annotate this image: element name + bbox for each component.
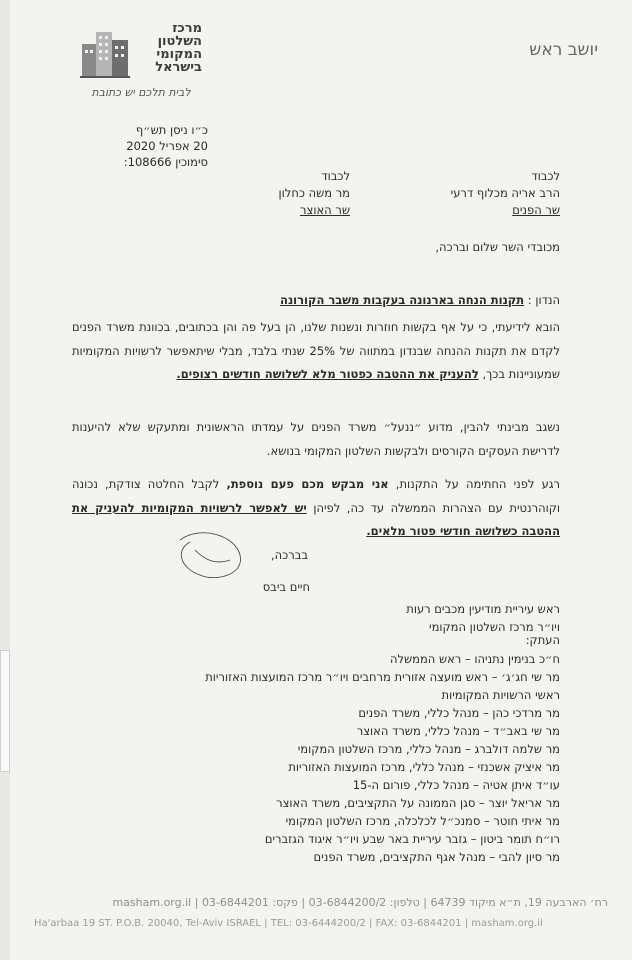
- closing: בברכה,: [270, 548, 308, 562]
- paragraph-3: [72, 473, 560, 544]
- logo: [80, 22, 202, 102]
- paragraph-bold: אני מבקש מכם פעם נוספת,: [226, 477, 389, 491]
- cc-item: מר אריאל יוצר – סגן הממונה על התקציבים, משרד האוצר: [276, 796, 560, 810]
- logo-line: השלטון: [157, 34, 202, 49]
- reference-number: סימוכין 108666:: [123, 155, 208, 169]
- paragraph-text: לקבל החלטה צודקת, נכונה וקוהרנטית עם הצהרות הממשלה עד כה, לפיהן: [72, 477, 561, 515]
- addressee-salutation: לכבוד: [321, 169, 350, 183]
- handwritten-signature: [160, 520, 250, 590]
- footer: [34, 896, 608, 940]
- cc-item: עו״ד איתן אטיה – מנהל כללי, פורום ה-15: [352, 778, 560, 792]
- paragraph-emphasis: להעניק את ההטבה כפטור מלא לשלושה חודשים רצופים.: [176, 367, 479, 381]
- paragraph-text: הובא לידיעתי, כי על אף בקשות חוזרות ונשנות שלנו, הן בעל פה והן בכתובים, בכוונת משרד הפנים לקדם את תקנות ההנחה שבנדון במתווה של 25% שנתי בלבד, מבלי שיתאפשר לרשויות המקומיות שמעוניינות בכך,: [72, 320, 560, 381]
- signer-title-line: ראש עיריית מודיעין מכבים רעות: [406, 602, 560, 616]
- hebrew-date: כ״ו ניסן תש״ף: [135, 123, 208, 137]
- signer-title: [260, 600, 560, 636]
- cc-list: [60, 650, 560, 866]
- gregorian-date: 20 אפריל 2020: [126, 139, 208, 153]
- cc-item: מר שי באב״ד – מנהל כללי, משרד האוצר: [356, 724, 560, 738]
- cc-label: העתק:: [525, 633, 560, 647]
- paragraph-emphasis: יש לאפשר לרשויות המקומיות להעניק את ההטבה כשלושה חודשי פטור מלאים.: [72, 500, 560, 538]
- footer-hebrew: רח׳ הארבעה 19, ת״א מיקוד 64739 | טלפון: 03-6844200/2 | פקס: 03-6844201 | masham.org.il: [112, 896, 608, 909]
- cc-item: רו״ח תומר ביטון – גזבר עיריית באר שבע ויו״ר איגוד הגזברים: [264, 832, 560, 846]
- cc-item: מר מרדכי כהן – מנהל כללי, משרד הפנים: [358, 706, 560, 720]
- building-icon: [80, 26, 130, 78]
- subject-label: הנדון :: [527, 293, 560, 307]
- cc-item: מר סיון להבי – מנהל אגף התקציבים, משרד הפנים: [313, 850, 560, 864]
- logo-line: בישראל: [155, 60, 202, 75]
- scan-edge: [0, 0, 10, 960]
- signer-name: חיים ביבס: [262, 580, 310, 594]
- addressee-name: מר משה כחלון: [278, 186, 350, 200]
- header-title: יושב ראש: [529, 40, 598, 60]
- cc-item: ראשי הרשויות המקומיות: [441, 688, 560, 702]
- addressee-role: שר האוצר: [300, 203, 350, 217]
- logo-line: המקומי: [156, 47, 202, 62]
- addressee-left: [210, 168, 350, 219]
- footer-english: Ha'arbaa 19 ST. P.O.B. 20040, Tel-Aviv ISRAEL | TEL: 03-6444200/2 | FAX: 03-6844201 | masham.org.il: [34, 918, 543, 929]
- cc-item: מר שי חג׳ג׳ – ראש מועצה אזורית מרחבים ויו״ר מרכז המועצות האזוריות: [205, 670, 560, 684]
- subject-text: תקנות הנחה בארנונה בעקבות משבר הקורונה: [280, 293, 525, 307]
- paragraph-1: [72, 316, 560, 387]
- addressee-right: [350, 168, 560, 219]
- subject-line: [72, 293, 560, 307]
- cc-item: מר שלמה דולברג – מנהל כללי, מרכז השלטון המקומי: [297, 742, 560, 756]
- cc-item: מר איתי חוטר – סמנכ״ל לכלכלה, מרכז השלטון המקומי: [285, 814, 560, 828]
- greeting: מכובדי השר שלום וברכה,: [435, 240, 560, 254]
- paragraph-2: נשגב מבינתי להבין, מדוע ״ננעל״ משרד הפנים על עמדתו הראשונית ומתעקש שלא להיענות לדרישת העסקים הקורסים ולבקשות השלטון המקומי בנושא.: [72, 420, 560, 458]
- signer-title-line: ויו״ר מרכז השלטון המקומי: [429, 620, 560, 634]
- cc-item: ח״כ בנימין נתניהו – ראש הממשלה: [389, 652, 560, 666]
- addressee-salutation: לכבוד: [531, 169, 560, 183]
- date-block: [88, 122, 208, 170]
- logo-tagline: לבית תלכם יש כתובת: [91, 86, 191, 99]
- addressee-role: שר הפנים: [512, 203, 560, 217]
- paragraph-text: רגע לפני החתימה על התקנות,: [395, 477, 561, 491]
- logo-line: מרכז: [172, 21, 202, 36]
- scrollbar-handle[interactable]: [0, 650, 10, 772]
- logo-text: [132, 22, 202, 74]
- addressee-name: הרב אריה מכלוף דרעי: [450, 186, 560, 200]
- cc-item: מר איציק אשכנזי – מנהל כללי, מרכז המועצות האזוריות: [288, 760, 560, 774]
